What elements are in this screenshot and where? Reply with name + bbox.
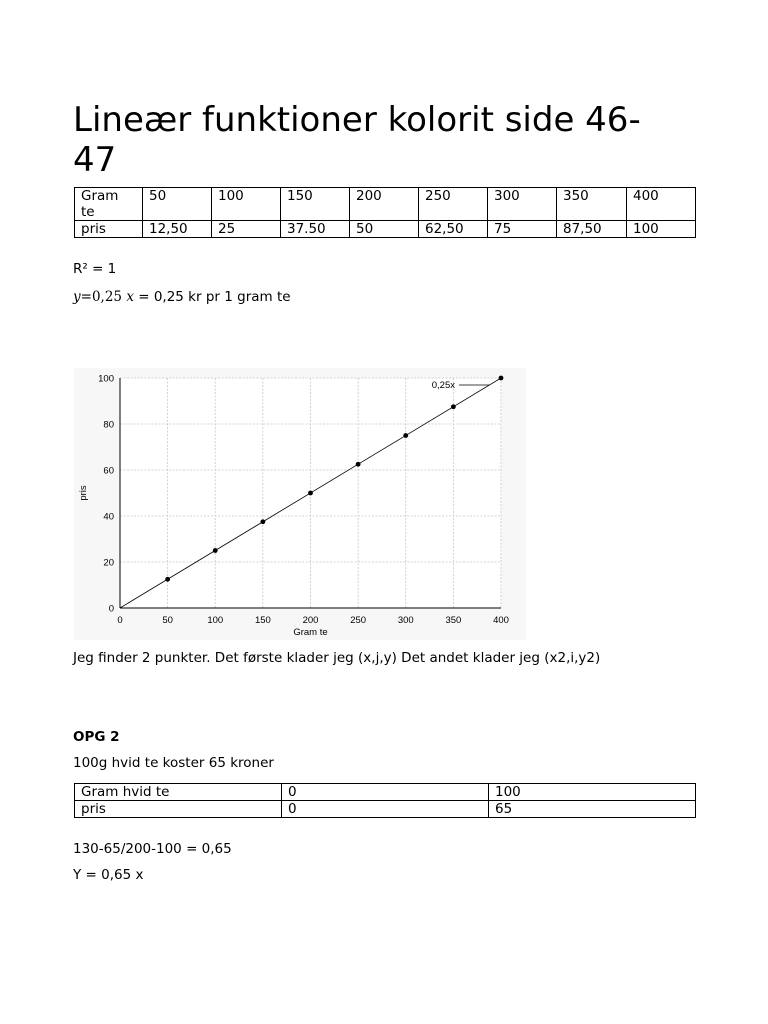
- opg2-intro: 100g hvid te koster 65 kroner: [73, 755, 274, 771]
- price-chart: [74, 368, 526, 640]
- white-tea-table: [74, 783, 696, 818]
- y-tick-label: 80: [103, 419, 114, 431]
- table-cell: 100: [212, 188, 281, 221]
- table-cell: 200: [350, 188, 419, 221]
- table-cell: 75: [488, 221, 557, 238]
- trendline-label: 0,25x: [431, 380, 455, 391]
- y-tick-label: 0: [108, 603, 114, 615]
- equation-variable: x: [126, 289, 134, 305]
- table-cell: 100: [489, 784, 696, 801]
- table-cell: 50: [143, 188, 212, 221]
- table-cell: 100: [627, 221, 696, 238]
- table-row: [75, 221, 696, 238]
- x-tick-label: 100: [207, 615, 224, 626]
- table-cell: pris: [75, 801, 282, 818]
- table-cell: Gram hvid te: [75, 784, 282, 801]
- equation-text: = 0,25 kr pr 1 gram te: [133, 289, 291, 305]
- table-cell: 62,50: [419, 221, 488, 238]
- equation-coefficient: 0,25: [91, 289, 123, 305]
- data-point: [213, 548, 218, 553]
- y-tick-label: 100: [98, 373, 114, 385]
- data-point: [403, 433, 408, 438]
- table-cell: 37.50: [281, 221, 350, 238]
- table-cell: 0: [282, 801, 489, 818]
- page-title: Lineær funktioner kolorit side 46-47: [73, 100, 641, 180]
- data-point: [260, 519, 265, 524]
- table-cell: 300: [488, 188, 557, 221]
- opg2-heading: OPG 2: [73, 729, 120, 745]
- equation-formula: [73, 289, 134, 305]
- r-squared: R² = 1: [73, 261, 117, 277]
- table-cell: Gram te: [75, 188, 143, 221]
- x-tick-label: 300: [397, 615, 414, 626]
- table-row: [75, 801, 696, 818]
- x-tick-label: 150: [254, 615, 271, 626]
- tea-price-table: [74, 187, 696, 238]
- x-tick-label: 200: [302, 615, 319, 626]
- equation-line: [73, 289, 291, 305]
- x-axis-label: Gram te: [293, 627, 328, 638]
- opg2-result: Y = 0,65 x: [73, 867, 144, 883]
- x-tick-label: 0: [117, 615, 123, 626]
- data-point: [356, 462, 361, 467]
- table-cell: 0: [282, 784, 489, 801]
- y-axis-label: pris: [78, 485, 89, 501]
- table-row: [75, 784, 696, 801]
- equation-lhs: y: [73, 289, 81, 305]
- y-tick-label: 20: [103, 557, 114, 569]
- table-cell: 150: [281, 188, 350, 221]
- table-cell: 250: [419, 188, 488, 221]
- x-tick-label: 250: [350, 615, 367, 626]
- opg2-calculation: 130-65/200-100 = 0,65: [73, 841, 232, 857]
- data-point: [499, 376, 504, 381]
- table-cell: 65: [489, 801, 696, 818]
- table-cell: 87,50: [557, 221, 627, 238]
- x-tick-label: 50: [162, 615, 173, 626]
- table-cell: 25: [212, 221, 281, 238]
- x-tick-label: 350: [445, 615, 462, 626]
- x-tick-label: 400: [493, 615, 509, 626]
- table-cell: 350: [557, 188, 627, 221]
- table-cell: 400: [627, 188, 696, 221]
- data-point: [308, 491, 313, 496]
- y-tick-label: 40: [103, 511, 114, 523]
- equation-equals: =: [80, 289, 92, 305]
- y-tick-label: 60: [103, 465, 114, 477]
- table-row: [75, 188, 696, 221]
- note-text: Jeg finder 2 punkter. Det første klader jeg (x,j,y) Det andet klader jeg (x2,i,y2): [73, 650, 601, 666]
- table-cell: 12,50: [143, 221, 212, 238]
- table-cell: 50: [350, 221, 419, 238]
- data-point: [165, 577, 170, 582]
- table-cell: pris: [75, 221, 143, 238]
- data-point: [451, 404, 456, 409]
